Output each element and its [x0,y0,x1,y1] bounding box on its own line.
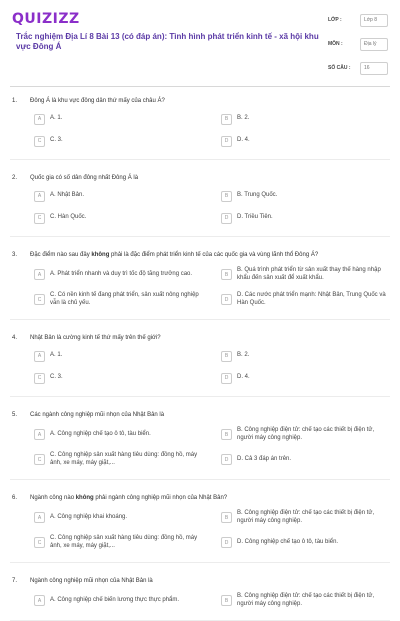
answer-options [0,267,400,307]
option-text: D. 4. [237,374,250,381]
answer-option[interactable] [34,135,201,147]
option-letter-box[interactable]: A [34,114,45,125]
question-count-value: 16 [360,62,388,75]
option-letter-box[interactable]: D [221,294,232,305]
meta-row-class [328,14,388,38]
answer-options [0,350,400,384]
question-stem-part: Đặc điểm nào sau đây [30,252,92,258]
answer-option[interactable] [221,212,388,224]
option-letter-box[interactable]: C [34,373,45,384]
question-text [0,577,400,585]
answer-option[interactable] [221,267,388,282]
question-text [0,251,400,259]
quizizz-logo: QUIZIZZ [12,11,80,27]
option-letter-box[interactable]: D [221,373,232,384]
option-letter-box[interactable]: C [34,136,45,147]
answer-option[interactable] [221,350,388,362]
option-text: D. Các nước phát triển mạnh: Nhật Bản, Trung Quốc và Hàn Quốc. [237,292,386,306]
option-letter-box[interactable]: B [221,595,232,606]
option-text: D. Cả 3 đáp án trên. [237,455,292,462]
answer-options [0,427,400,467]
option-text: C. Công nghiệp sản xuất hàng tiêu dùng: đồng hồ, máy ảnh, xe máy, máy giặt,... [50,535,198,549]
question-stem-part: phải ngành công nghiệp mũi nhọn của Nhật Bản? [93,495,228,501]
option-text: C. Công nghiệp sản xuất hàng tiêu dùng: đồng hồ, máy ảnh, xe máy, máy giặt,... [50,452,198,466]
question-count-label: SỐ CÂU : [328,65,351,71]
worksheet-header [0,0,400,86]
option-letter-box[interactable]: B [221,114,232,125]
question-divider [10,319,390,320]
option-letter-box[interactable]: D [221,213,232,224]
option-text: D. Công nghiệp chế tạo ô tô, tàu biển. [237,538,339,545]
answer-option[interactable] [221,135,388,147]
option-text: D. 4. [237,137,250,144]
subject-value: Địa lý [360,38,388,51]
question-item [0,494,400,563]
option-letter-box[interactable]: A [34,269,45,280]
answer-options [0,113,400,147]
question-stem [30,334,161,342]
question-text [0,411,400,419]
option-letter-box[interactable]: B [221,191,232,202]
option-text: A. Công nghiệp khai khoáng. [50,513,128,520]
question-stem-part: Ngành công nghiệp mũi nhọn của Nhật Bản là [30,578,153,584]
answer-option[interactable] [34,212,201,224]
answer-option[interactable] [221,427,388,442]
answer-option[interactable] [221,535,388,550]
question-text [0,334,400,342]
answer-option[interactable] [34,372,201,384]
option-text: A. Công nghiệp chế tạo ô tô, tàu biển. [50,430,151,437]
question-number: 4. [12,335,18,341]
question-item [0,334,400,397]
option-text: C. 3. [50,374,63,381]
option-text: A. Công nghiệp chế biến lương thực thực phẩm. [50,596,180,603]
answer-option[interactable] [221,372,388,384]
question-text [0,174,400,182]
option-letter-box[interactable]: D [221,454,232,465]
answer-option[interactable] [221,593,388,608]
question-stem-part: Nhật Bản là cường kinh tế thứ mấy trên thế giới? [30,335,161,341]
question-stem [30,174,138,182]
option-letter-box[interactable]: B [221,269,232,280]
option-text: C. Có nền kinh tế đang phát triển, sản xuất nông nghiệp vẫn là chủ yếu. [50,292,199,306]
question-stem-part: phải là đặc điểm phát triển kinh tế của các quốc gia và vùng lãnh thổ Đông Á? [109,252,319,258]
option-text: A. 1. [50,352,63,359]
answer-option[interactable] [34,190,201,202]
option-text: A. Phát triển nhanh và duy trì tốc độ tăng trưởng cao. [50,270,193,277]
question-text [0,494,400,502]
option-text: B. 2. [237,115,250,122]
question-item [0,577,400,621]
option-text: B. Công nghiệp điện tử: chế tạo các thiết bị điện tử, người máy công nghiệp. [237,593,375,607]
option-letter-box[interactable]: A [34,351,45,362]
answer-option[interactable] [34,427,201,442]
answer-options [0,593,400,608]
question-stem-part: Các ngành công nghiệp mũi nhọn của Nhật Bản là [30,412,165,418]
worksheet-meta [328,14,388,86]
option-text: B. 2. [237,352,250,359]
page-title: Trắc nghiệm Địa Lí 8 Bài 13 (có đáp án): Tình hình phát triển kinh tế - xã hội khu vực Đông Á [16,32,319,51]
answer-options [0,510,400,550]
option-text: C. Hàn Quốc. [50,214,87,221]
question-stem [30,411,164,419]
question-stem-part: Đông Á là khu vực đông dân thứ mấy của châu Á? [30,98,165,104]
question-divider [10,479,390,480]
option-letter-box[interactable]: C [34,294,45,305]
question-item [0,97,400,160]
option-text: A. Nhật Bản. [50,192,85,199]
meta-row-subject [328,38,388,62]
answer-option[interactable] [34,510,201,525]
answer-option[interactable] [34,350,201,362]
option-letter-box[interactable]: A [34,191,45,202]
answer-option[interactable] [34,267,201,282]
option-letter-box[interactable]: C [34,454,45,465]
answer-option[interactable] [34,113,201,125]
answer-options [0,190,400,224]
question-number: 7. [12,578,18,584]
answer-option[interactable] [34,452,201,467]
answer-option[interactable] [34,535,201,550]
option-text: B. Công nghiệp điện tử: chế tạo các thiết bị điện tử, người máy công nghiệp. [237,427,375,441]
option-text: C. 3. [50,137,63,144]
answer-option[interactable] [221,452,388,467]
question-number: 1. [12,98,18,104]
question-number: 3. [12,252,18,258]
question-divider [10,236,390,237]
question-number: 5. [12,412,18,418]
question-list [0,87,400,621]
question-stem [30,97,165,105]
question-item [0,174,400,237]
question-emphasis: không [91,252,110,258]
option-text: B. Công nghiệp điện tử: chế tạo các thiết bị điện tử, người máy công nghiệp. [237,510,375,524]
option-letter-box[interactable]: C [34,537,45,548]
option-letter-box[interactable]: B [221,429,232,440]
question-number: 6. [12,495,18,501]
meta-row-count [328,62,388,86]
option-text: B. Quá trình phát triển từ sản xuất thay thế hàng nhập khẩu đến sản xuất để xuất khẩu. [237,267,381,281]
option-letter-box[interactable]: A [34,512,45,523]
question-divider [10,562,390,563]
answer-option[interactable] [221,510,388,525]
question-divider [10,396,390,397]
question-emphasis: không [75,495,94,501]
question-stem [30,494,227,502]
option-letter-box[interactable]: A [34,429,45,440]
answer-option[interactable] [221,113,388,125]
question-stem-part: Quốc gia có số dân đông nhất Đông Á là [30,175,139,181]
option-letter-box[interactable]: D [221,537,232,548]
option-letter-box[interactable]: C [34,213,45,224]
subject-label: MÔN : [328,41,343,47]
question-item [0,411,400,480]
option-text: A. 1. [50,115,63,122]
class-value: Lớp 8 [360,14,388,27]
answer-option[interactable] [221,190,388,202]
question-stem [30,577,153,585]
option-text: D. Triều Tiên. [237,214,273,221]
question-text [0,97,400,105]
question-number: 2. [12,175,18,181]
option-letter-box[interactable]: B [221,512,232,523]
question-stem [30,251,318,259]
question-stem-part: Ngành công nào [30,495,76,501]
class-label: LỚP : [328,17,342,23]
option-letter-box[interactable]: B [221,351,232,362]
question-divider [10,159,390,160]
option-letter-box[interactable]: D [221,136,232,147]
answer-option[interactable] [34,292,201,307]
option-text: B. Trung Quốc. [237,192,278,199]
answer-option[interactable] [34,593,201,608]
question-item [0,251,400,320]
option-letter-box[interactable]: A [34,595,45,606]
answer-option[interactable] [221,292,388,307]
